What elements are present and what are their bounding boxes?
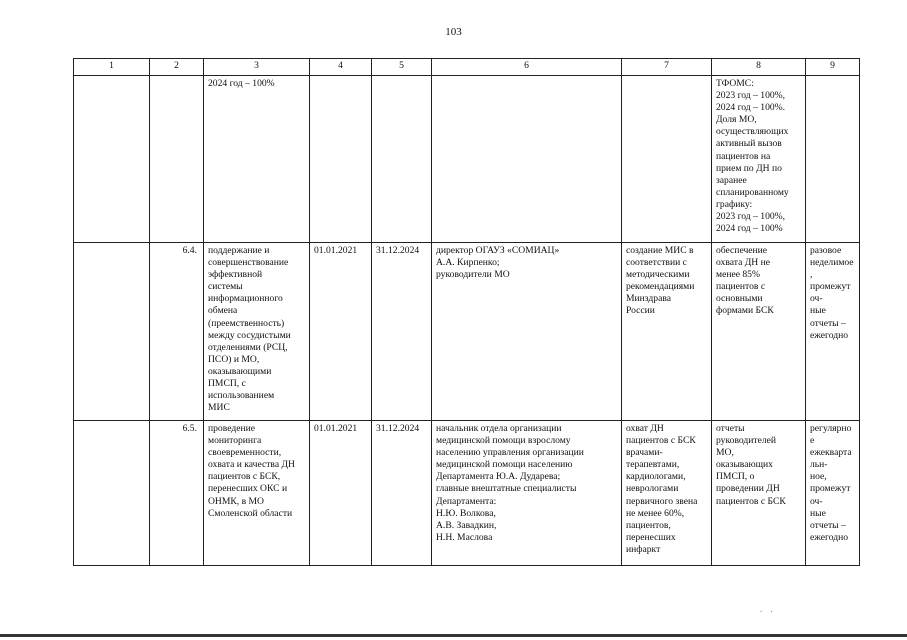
column-header: 9 <box>806 59 860 76</box>
table-cell: создание МИС в соответствии с методическими рекомендациями Минздрава России <box>622 243 712 421</box>
table-cell <box>74 421 150 566</box>
table-cell: охват ДН пациентов с БСК врачами- терапевтами, кардиологами, неврологами первичного звена не менее 60%, пациентов, перенесших инфаркт <box>622 421 712 566</box>
table-cell <box>806 76 860 243</box>
table-cell <box>622 76 712 243</box>
table-cell: 2024 год – 100% <box>204 76 310 243</box>
column-header: 4 <box>310 59 372 76</box>
column-header: 2 <box>150 59 204 76</box>
table-row <box>74 76 860 243</box>
table-cell <box>310 76 372 243</box>
table-cell <box>150 76 204 243</box>
table-header-row <box>74 59 860 76</box>
column-header: 7 <box>622 59 712 76</box>
column-header: 3 <box>204 59 310 76</box>
row-number: 6.4. <box>150 243 204 421</box>
column-header: 8 <box>712 59 806 76</box>
table-cell: ТФОМС: 2023 год – 100%, 2024 год – 100%. Доля МО, осуществляющих активный вызов пациентов на прием по ДН по заранее спланированному графику: 2023 год – 100%, 2024 год – 100% <box>712 76 806 243</box>
table-cell: разовое неделимое, промежуточ- ные отчеты – ежегодно <box>806 243 860 421</box>
table-cell: поддержание и совершенствование эффективной системы информационного обмена (преемственность) между сосудистыми отделениями (РСЦ, ПСО) и МО, оказывающими ПМСП, с использованием МИС <box>204 243 310 421</box>
end-date: 31.12.2024 <box>372 243 432 421</box>
table-cell <box>372 76 432 243</box>
table-cell <box>74 76 150 243</box>
start-date: 01.01.2021 <box>310 421 372 566</box>
table-cell: регулярное ежеквартальн- ное, промежуточ- ные отчеты – ежегодно <box>806 421 860 566</box>
column-header: 1 <box>74 59 150 76</box>
table-cell: директор ОГАУЗ «СОМИАЦ» А.А. Кирпенко; руководители МО <box>432 243 622 421</box>
table-cell <box>74 243 150 421</box>
table-cell: обеспечение охвата ДН не менее 85% пациентов с основными формами БСК <box>712 243 806 421</box>
scan-edge-line <box>0 634 907 637</box>
action-plan-table <box>73 58 860 566</box>
column-header: 6 <box>432 59 622 76</box>
scan-artifact: . . <box>760 604 776 614</box>
row-number: 6.5. <box>150 421 204 566</box>
table-cell <box>432 76 622 243</box>
start-date: 01.01.2021 <box>310 243 372 421</box>
column-header: 5 <box>372 59 432 76</box>
end-date: 31.12.2024 <box>372 421 432 566</box>
table-row <box>74 421 860 566</box>
table-cell: начальник отдела организации медицинской помощи взрослому населению управления организации медицинской помощи населению Департамента Ю.А. Дударева; главные внештатные специалисты Департамента: Н.Ю. Волкова, А.В. Завадкин, Н.Н. Маслова <box>432 421 622 566</box>
table-cell: отчеты руководителей МО, оказывающих ПМСП, о проведении ДН пациентов с БСК <box>712 421 806 566</box>
table-row <box>74 243 860 421</box>
table-cell: проведение мониторинга своевременности, охвата и качества ДН пациентов с БСК, перенесших ОКС и ОНМК, в МО Смоленской области <box>204 421 310 566</box>
page-number: 103 <box>445 26 462 38</box>
